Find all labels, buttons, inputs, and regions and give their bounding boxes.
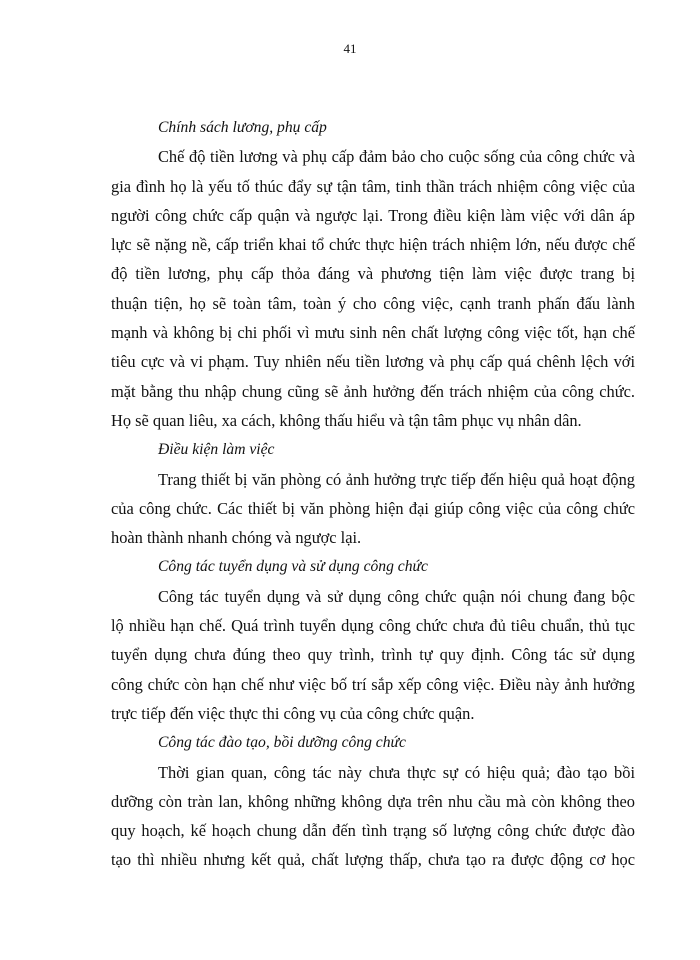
text-line: của công chức. Các thiết bị văn phòng hiện đại giúp công việc của công chức	[111, 498, 635, 518]
text-line: Họ sẽ quan liêu, xa cách, không thấu hiểu và tận tâm phục vụ nhân dân.	[111, 410, 582, 430]
text-line: hoàn thành nhanh chóng và ngược lại.	[111, 528, 362, 548]
text-line: tuyển dụng chưa đúng theo quy trình, trình tự quy định. Công tác sử dụng	[111, 645, 635, 665]
text-line: Thời gian quan, công tác này chưa thực sự có hiệu quả; đào tạo bồi	[158, 762, 635, 782]
text-line: Chế độ tiền lương và phụ cấp đảm bảo cho cuộc sống của công chức và	[158, 147, 635, 167]
paragraph-working-conditions	[111, 465, 635, 553]
section-heading-recruitment: Công tác tuyển dụng và sử dụng công chức	[158, 558, 428, 576]
text-line: Trang thiết bị văn phòng có ảnh hưởng trực tiếp đến hiệu quả hoạt động	[158, 469, 635, 489]
text-line: công chức còn hạn chế như việc bố trí sắp xếp công việc. Điều này ảnh hưởng	[111, 674, 635, 694]
paragraph-salary	[111, 142, 635, 435]
text-line: Công tác tuyển dụng và sử dụng công chức quận nói chung đang bộc	[158, 586, 635, 606]
text-line: gia đình họ là yếu tố thúc đẩy sự tận tâm, tinh thần trách nhiệm công việc của	[111, 176, 635, 196]
text-line: mạnh và không bị chi phối vì mưu sinh nên chất lượng công việc tốt, hạn chế	[111, 323, 635, 343]
text-line: quy hoạch, kế hoạch chung dẫn đến tình trạng số lượng công chức được đào	[111, 821, 635, 841]
paragraph-training	[111, 758, 635, 875]
text-line: độ tiền lương, phụ cấp thỏa đáng và phương tiện làm việc được trang bị	[111, 264, 635, 284]
text-line: người công chức cấp quận và ngược lại. Trong điều kiện làm việc với dân áp	[111, 205, 635, 225]
section-heading-salary: Chính sách lương, phụ cấp	[158, 119, 327, 136]
section-heading-working-conditions: Điều kiện làm việc	[158, 441, 275, 459]
text-line: lực sẽ nặng nề, cấp triển khai tổ chức thực hiện trách nhiệm lớn, nếu được chế	[111, 235, 635, 255]
text-line: thuận tiện, họ sẽ toàn tâm, toàn ý cho công việc, cạnh tranh phấn đấu lành	[111, 293, 635, 313]
text-line: tiêu cực và vi phạm. Tuy nhiên nếu tiền lương và phụ cấp quá chênh lệch với	[111, 352, 635, 372]
document-body	[111, 113, 635, 875]
text-line: mặt bằng thu nhập chung cũng sẽ ảnh hưởng đến trách nhiệm của công chức.	[111, 381, 635, 401]
text-line: dưỡng còn tràn lan, không những không dựa trên nhu cầu mà còn không theo	[111, 791, 635, 811]
page-number: 41	[343, 41, 357, 56]
section-heading-training: Công tác đào tạo, bồi dưỡng công chức	[158, 734, 406, 752]
paragraph-recruitment	[111, 582, 635, 728]
text-line: tạo thì nhiều nhưng kết quả, chất lượng thấp, chưa tạo ra được động cơ học	[111, 850, 635, 870]
text-line: lộ nhiều hạn chế. Quá trình tuyển dụng công chức chưa đủ tiêu chuẩn, thủ tục	[111, 616, 635, 636]
text-line: trực tiếp đến việc thực thi công vụ của công chức quận.	[111, 703, 475, 723]
